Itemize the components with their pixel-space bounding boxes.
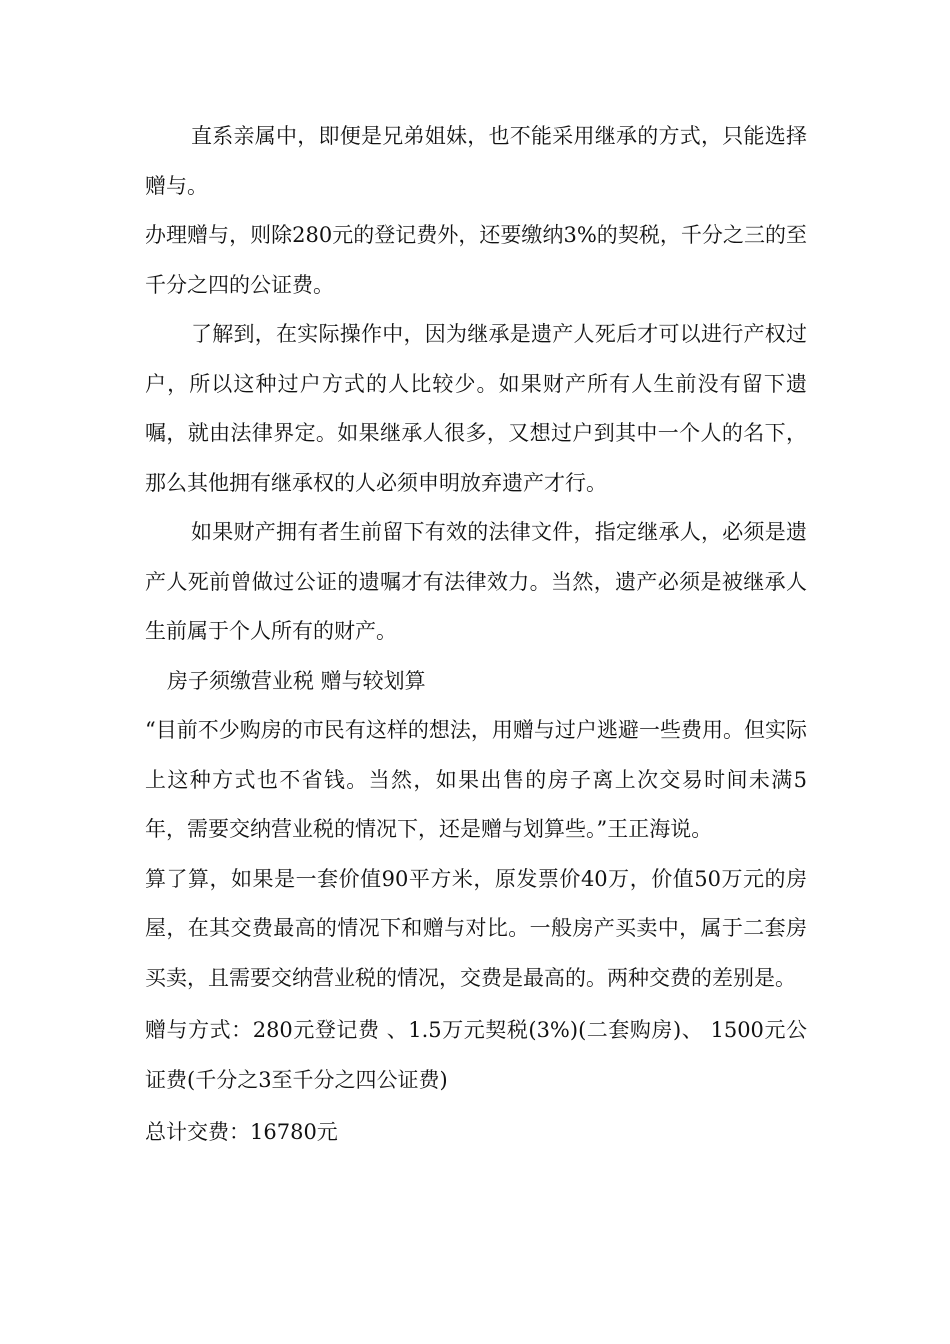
paragraph-gift-method: 赠与方式：280元登记费 、1.5万元契税(3%)(二套购房)、 1500元公证费(千分之3至千分之四公证费) bbox=[145, 1018, 807, 1092]
paragraph-quote: “目前不少购房的市民有这样的想法，用赠与过户逃避一些费用。但实际上这种方式也不省钱。当然，如果出售的房子离上次交易时间未满5年，需要交纳营业税的情况下，还是赠与划算些。”王正海说。 bbox=[145, 718, 807, 841]
paragraph-inheritance-process: 了解到，在实际操作中，因为继承是遗产人死后才可以进行产权过户，所以这种过户方式的人比较少。如果财产所有人生前没有留下遗嘱，就由法律界定。如果继承人很多，又想过户到其中一个人的名下，那么其他拥有继承权的人必须申明放弃遗产才行。 bbox=[145, 322, 807, 495]
section-heading: 房子须缴营业税 赠与较划算 bbox=[167, 668, 426, 693]
document-body bbox=[145, 112, 807, 1158]
paragraph-direct-relatives: 直系亲属中，即便是兄弟姐妹，也不能采用继承的方式，只能选择赠与。 bbox=[145, 124, 807, 198]
paragraph-total-fee: 总计交费：16780元 bbox=[145, 1120, 338, 1144]
paragraph-calculation: 算了算，如果是一套价值90平方米，原发票价40万，价值50万元的房屋，在其交费最高的情况下和赠与对比。一般房产买卖中，属于二套房买卖，且需要交纳营业税的情况，交费是最高的。两种交费的差别是。 bbox=[145, 866, 807, 990]
paragraph-gift-fees: 办理赠与，则除280元的登记费外，还要缴纳3%的契税，千分之三的至千分之四的公证费。 bbox=[145, 223, 807, 297]
paragraph-legal-documents: 如果财产拥有者生前留下有效的法律文件，指定继承人，必须是遗产人死前曾做过公证的遗嘱才有法律效力。当然，遗产必须是被继承人生前属于个人所有的财产。 bbox=[145, 520, 807, 643]
